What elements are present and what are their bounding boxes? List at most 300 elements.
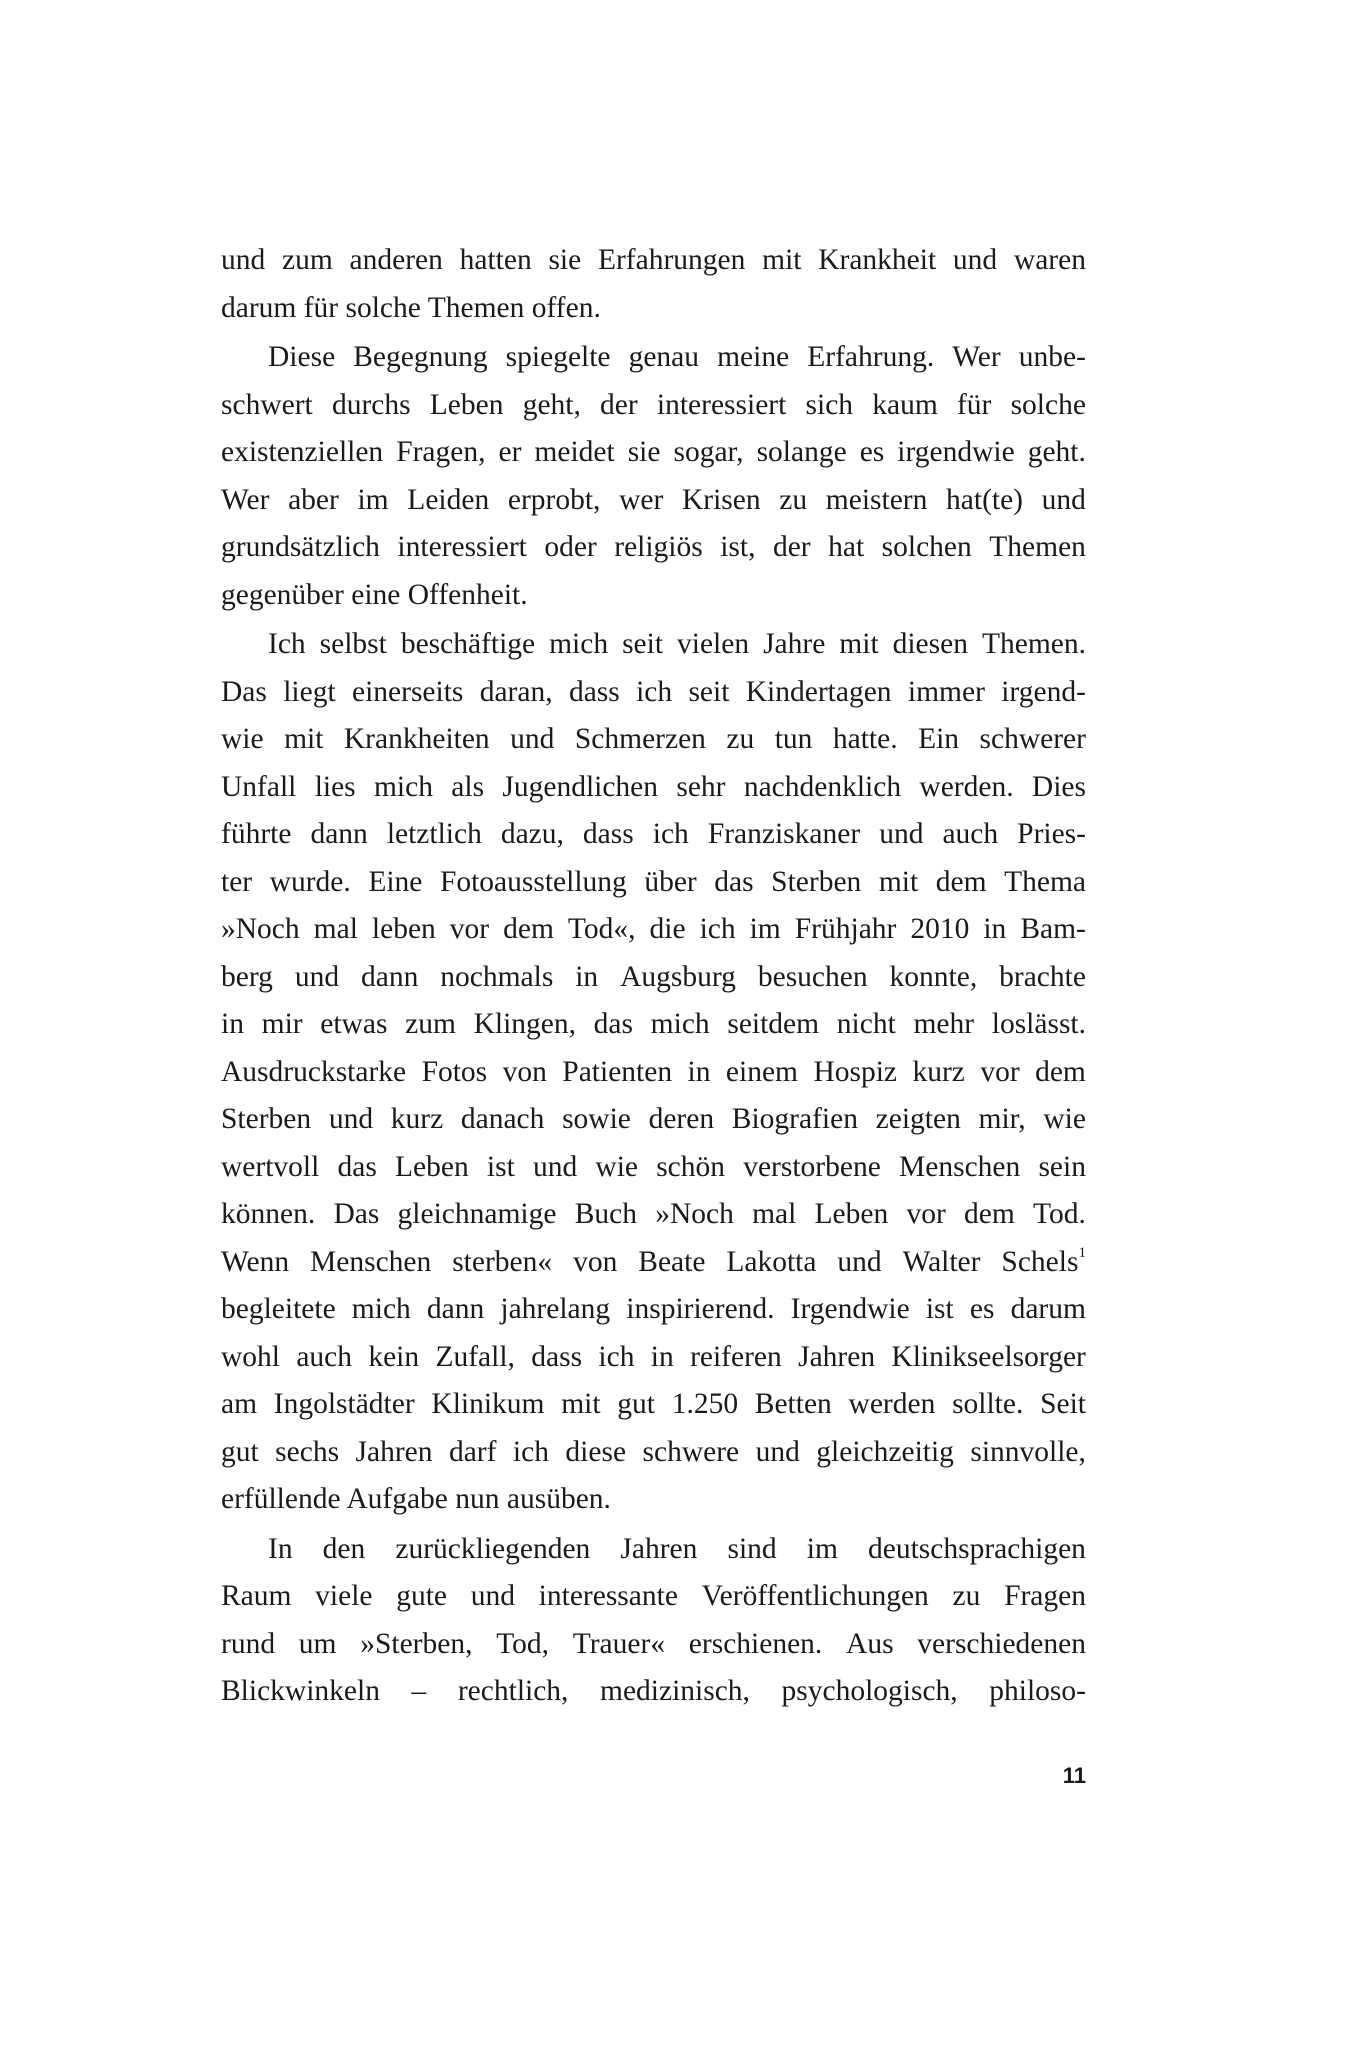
word: über [644,865,697,898]
text-line [221,382,1086,430]
word: im [806,1532,838,1565]
word: Erfahrungen [597,244,746,276]
word: Klingen, [473,1008,576,1040]
word: waren [1013,244,1086,276]
word: mal [313,913,358,945]
word: von [573,1245,618,1278]
text-line [221,954,1086,1002]
word: Tod«, [567,913,636,945]
word: nochmals [440,960,554,993]
word: meidet [534,436,615,468]
word: besuchen [757,960,868,993]
word: erschienen. [688,1627,823,1660]
word: liegt [283,675,336,708]
text-line-with-footnote [221,1239,1086,1287]
word: um [298,1627,337,1660]
text-line [221,1144,1086,1192]
word: es [859,436,885,468]
footnote-marker: 1 [1078,1244,1086,1261]
word: das [714,865,754,898]
word: in [687,1055,711,1088]
word: etwas [320,1008,388,1040]
word: Klinikseelsorger [891,1340,1086,1373]
word: und [221,244,266,276]
word: solche [1010,388,1086,421]
word: grundsätzlich [221,531,380,563]
word: Trauer« [572,1627,666,1660]
word: dann [360,960,419,993]
word: einem [725,1055,798,1088]
word: die [649,913,686,945]
word: schwert [221,388,313,421]
word: gut [221,1435,259,1468]
word: mal [752,1198,797,1230]
word: Krisen [681,483,761,516]
word: Hospiz [813,1055,898,1088]
text-line [221,764,1086,812]
word: immer [907,675,985,708]
text-line [221,1096,1086,1144]
text-line [221,859,1086,907]
word: dass [531,1340,583,1373]
word: ich [512,1435,549,1468]
text-line [221,524,1086,572]
word: sehr [676,770,726,803]
word: Krankheiten [343,723,490,755]
text-line [221,237,1086,285]
page-number: 11 [1062,1763,1086,1788]
word: der [600,388,638,421]
word: geht, [522,388,581,421]
word: interessiert [397,531,527,563]
word: werden [848,1388,936,1420]
word: schwerer [979,723,1086,755]
word: vor [980,1055,1020,1088]
text-line [221,1526,1086,1574]
word: Wenn [221,1245,290,1278]
word: gleichnamige [397,1198,557,1230]
word: seit [688,675,730,708]
word: am [221,1388,258,1420]
word: Jahren [355,1435,433,1468]
word: anderen [349,244,443,276]
word: danach [460,1103,545,1135]
word: Unfall [221,770,297,803]
text-line [221,1573,1086,1621]
body-text [221,237,1086,1716]
word: Fragen, [396,436,486,468]
word: leben [371,913,436,945]
word: schön [656,1150,726,1183]
word: der [772,531,811,563]
word: in [650,1340,674,1373]
word: 2010 [910,913,970,945]
word: mehr [913,1008,975,1040]
word: Leiden [407,483,490,516]
word: deren [648,1103,715,1135]
word: ich [652,818,689,850]
word: Menschen [310,1245,432,1278]
word: zu [726,723,755,755]
word: 1.250 [671,1388,739,1420]
word: auch [296,1340,353,1373]
word: Zufall, [435,1340,515,1373]
word: geht. [1027,436,1086,468]
text-line [221,716,1086,764]
word: ich [636,675,673,708]
word: sinnvolle, [970,1435,1086,1468]
word: Leben [429,388,504,421]
word: führte [221,818,292,850]
word: reiferen [690,1340,782,1373]
word: Schels$^1$ [1001,1244,1086,1278]
word: schwere [642,1435,740,1468]
word: Franziskaner [707,818,861,850]
word: Schmerzen [574,723,706,755]
word: daran, [479,675,553,708]
word: medizinisch, [600,1675,750,1707]
word: diesen [892,628,968,660]
text-line: darum für solche Themen offen. [221,291,601,324]
word: hat [828,531,865,563]
word: Leben [395,1150,469,1183]
word: zu [952,1580,981,1612]
word: dazu, [500,818,564,850]
word: kein [368,1340,420,1373]
word: Sterben [221,1103,312,1135]
word: aber [288,483,339,516]
word: verstorbene [743,1150,881,1183]
word: nachdenklich [743,770,902,803]
word: »Noch [221,913,300,945]
word: Das [333,1198,380,1230]
text-line [221,1334,1086,1382]
word: Fotos [421,1055,488,1088]
word: Biografien [731,1103,858,1135]
word: und [328,1103,374,1135]
word: Begegnung [353,341,488,373]
word: genau [628,341,700,373]
word: brachte [999,960,1086,993]
word: berg [221,960,273,993]
word: Klinikum [431,1388,545,1420]
text-line [221,429,1086,477]
word: »Noch [655,1198,734,1230]
word: dass [568,675,620,708]
word: und [952,244,998,276]
text-line [221,1191,1086,1239]
word: Eine [368,865,423,898]
word: sogar, [673,436,744,468]
text-line [221,1001,1086,1049]
word: zum [281,244,333,276]
word: »Sterben, [360,1627,473,1660]
word: ich [598,1340,635,1373]
text-line [221,621,1086,669]
word: solange [756,436,847,468]
word: und [1041,483,1086,516]
word: mich [650,1008,710,1040]
text-line [221,1429,1086,1477]
word: und [510,723,555,755]
word: mir, [978,1103,1026,1135]
word: und [470,1580,515,1612]
word: es [969,1293,995,1325]
word: begleitete [221,1293,336,1325]
word: Seit [1040,1388,1086,1420]
word: dann [426,1293,485,1325]
word: sowie [562,1103,631,1135]
word: Ingolstädter [273,1388,415,1420]
word: im [357,483,389,516]
word: rechtlich, [457,1675,569,1707]
word: nicht [836,1008,896,1040]
word: Wer [221,483,270,516]
word: mit [878,865,919,898]
word: gut [617,1388,655,1420]
word: irgendwie [897,436,1015,468]
word: irgend- [1001,675,1086,708]
word: wertvoll [221,1150,320,1183]
word: tun [774,723,813,755]
word: Fotoausstellung [439,865,627,898]
word: sollte. [952,1388,1024,1420]
word: In [268,1532,293,1565]
word: Tod. [1033,1198,1086,1230]
word: wie [595,1150,639,1183]
word: darf [448,1435,497,1468]
text-line [221,1381,1086,1429]
word: existenziellen [221,436,384,468]
word: Lakotta [726,1245,817,1278]
word: loslässt. [991,1008,1086,1040]
text-line [221,477,1086,525]
word: Buch [574,1198,637,1230]
word: meine [717,341,790,373]
word: selbst [319,628,387,660]
word: Beate [638,1245,706,1278]
word: Erfahrung. [807,341,935,373]
text-line: erfüllende Aufgabe nun ausüben. [221,1483,611,1515]
word: vor [449,913,490,945]
word: interessiert [656,388,787,421]
word: letztlich [386,818,482,850]
word: Jahren [620,1532,698,1565]
word: Dies [1031,770,1086,803]
word: Ausdruckstarke [221,1055,407,1088]
word: Betten [754,1388,832,1420]
word: Raum [221,1580,292,1612]
word: und [532,1150,578,1183]
word: wie [1043,1103,1086,1135]
word: Krankheit [818,244,937,276]
word: zum [405,1008,456,1040]
word: Fragen [1004,1580,1086,1612]
word: von [502,1055,547,1088]
text-line [221,1049,1086,1097]
text-line [221,1286,1086,1334]
word: Veröffentlichungen [701,1580,929,1612]
text-line [221,669,1086,717]
word: wie [221,723,264,755]
word: ist, [720,531,756,563]
word: gleichzeitig [816,1435,954,1468]
word: sterben« [452,1245,553,1278]
word: Pries- [1017,818,1086,850]
word: oder [544,531,597,563]
word: ich [699,913,736,945]
word: viele [315,1580,373,1612]
word: mit [839,628,879,660]
word: Jugendlichen [502,770,659,803]
word: jahrelang [500,1293,611,1325]
word: rund [221,1627,276,1660]
word: Bam- [1020,913,1086,945]
word: Leben [814,1198,889,1230]
word: beschäftige [400,628,536,660]
word: sich [805,388,854,421]
word: konnte, [889,960,978,993]
text-line [221,1621,1086,1669]
word: dem [964,1198,1015,1230]
word: dem [503,913,554,945]
text-line [221,1668,1086,1716]
word: durchs [331,388,411,421]
word: wurde. [269,865,351,898]
word: deutschsprachigen [868,1532,1086,1565]
word: Diese [268,341,336,373]
word: Themen. [981,628,1086,660]
word: dann [310,818,368,850]
text-line [221,811,1086,859]
word: Jahre [763,628,826,660]
word: Aus [846,1627,894,1660]
word: in [221,1008,244,1040]
text-line: gegenüber eine Offenheit. [221,578,528,611]
word: können. [221,1198,316,1230]
word: mich [373,770,433,803]
word: meistern [825,483,928,516]
word: Themen [989,531,1086,563]
word: ist [486,1150,515,1183]
word: im [749,913,781,945]
word: Wer [952,341,1001,373]
word: mit [762,244,802,276]
word: und [837,1245,882,1278]
word: sein [1038,1150,1086,1183]
word: Augsburg [620,960,736,993]
word: darum [1010,1293,1086,1325]
word: und [879,818,924,850]
word: den [322,1532,366,1565]
word: solchen [881,531,972,563]
word: Menschen [899,1150,1021,1183]
word: mich [351,1293,411,1325]
word: unbe- [1018,341,1086,373]
word: kurz [390,1103,444,1135]
word: Frühjahr [794,913,897,945]
word: Das [221,675,267,708]
word: spiegelte [505,341,611,373]
word: in [983,913,1007,945]
text-line [221,906,1086,954]
word: mich [549,628,609,660]
word: ter [221,865,253,898]
word: dass [582,818,634,850]
word: Ich [268,628,306,660]
word: Blickwinkeln [221,1675,380,1707]
word: sind [727,1532,777,1565]
word: Patienten [562,1055,673,1088]
word: Walter [902,1245,981,1278]
word: als [451,770,485,803]
word: mit [284,723,324,755]
word: lies [314,770,356,803]
word: kurz [912,1055,965,1088]
word: das [337,1150,377,1183]
word: mir [261,1008,303,1040]
word: psychologisch, [781,1675,958,1707]
word: hatten [459,244,532,276]
word: und [755,1435,800,1468]
word: er [498,436,522,468]
word: verschiedenen [917,1627,1086,1660]
word: sie [627,436,661,468]
word: dem [935,865,987,898]
word: zu [779,483,808,516]
word: Jahren [798,1340,876,1373]
word: mit [561,1388,601,1420]
word: erprobt, [507,483,601,516]
word: wer [619,483,664,516]
word: zurückliegenden [395,1532,591,1565]
word: dem [1035,1055,1086,1088]
word: inspirierend. [626,1293,775,1325]
word: vielen [677,628,750,660]
word: für [956,388,992,421]
word: auch [942,818,999,850]
word: werden. [919,770,1014,803]
word: Thema [1004,865,1086,898]
word: diese [565,1435,627,1468]
word: – [411,1675,427,1707]
word: hatte. [832,723,898,755]
word: das [593,1008,633,1040]
word: sechs [275,1435,340,1468]
word: wohl [221,1340,280,1373]
word: ist [925,1293,954,1325]
word: in [575,960,599,993]
word: interessante [538,1580,678,1612]
word: Tod, [496,1627,550,1660]
word: vor [906,1198,946,1230]
word: und [294,960,340,993]
word: zeigten [875,1103,961,1135]
word: Kindertagen [745,675,892,708]
word: philoso- [989,1675,1086,1707]
word: religiös [614,531,703,563]
text-line [221,334,1086,382]
word: einerseits [351,675,464,708]
word: sie [548,244,582,276]
word: Sterben [771,865,862,898]
word: kaum [872,388,938,421]
word: hat(te) [946,483,1024,516]
word: Ein [918,723,960,755]
word: seitdem [727,1008,820,1040]
word: Irgendwie [790,1293,910,1325]
word: seit [622,628,664,660]
